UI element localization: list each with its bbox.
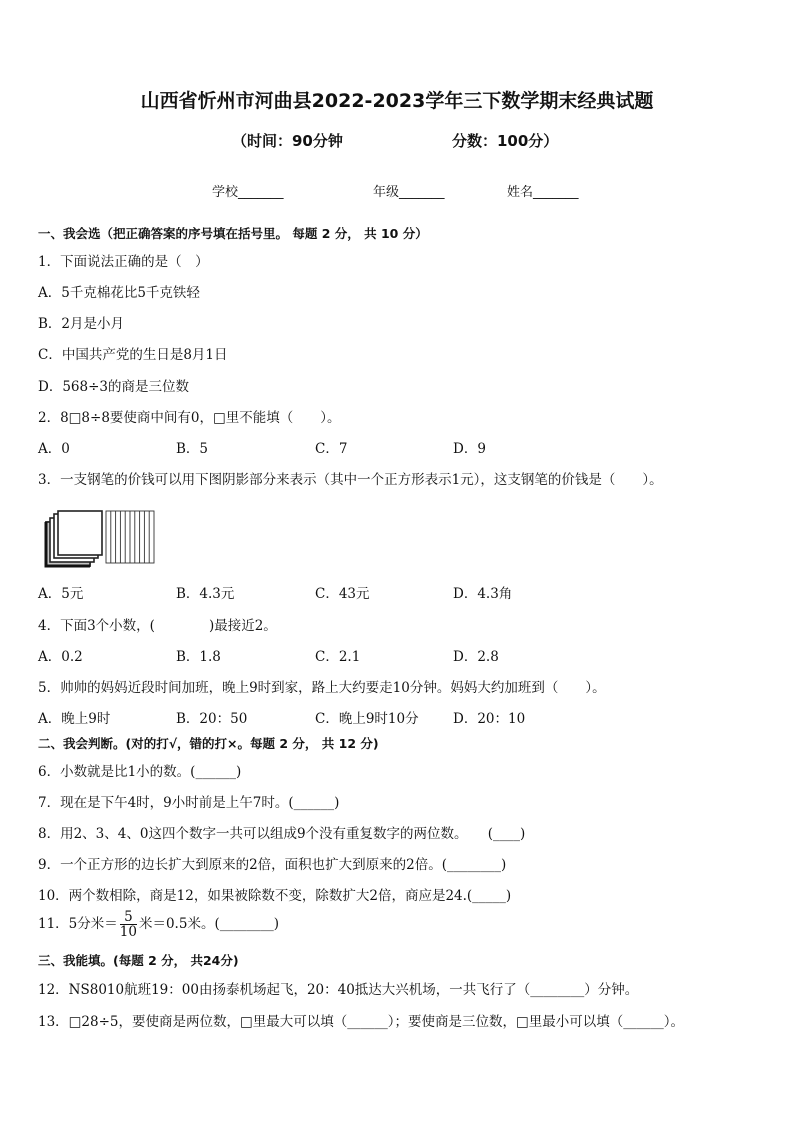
question-5: 5．帅帅的妈妈近段时间加班，晚上9时到家，路上大约要走10分钟。妈妈大约加班到（ ）。	[38, 680, 606, 696]
q5-option-a: A．晚上9时	[38, 711, 111, 727]
question-2: 2．8□8÷8要使商中间有0，□里不能填（ ）。	[38, 410, 341, 426]
q1-option-c: C．中国共产党的生日是8月1日	[38, 347, 228, 363]
grade-field[interactable]: 年级_______	[373, 185, 445, 200]
q4-option-a: A．0.2	[38, 649, 83, 665]
question-9: 9．一个正方形的边长扩大到原来的2倍，面积也扩大到原来的2倍。(________)	[38, 857, 507, 873]
school-field[interactable]: 学校_______	[212, 185, 284, 200]
question-7: 7．现在是下午4时，9小时前是上午7时。(______)	[38, 795, 340, 811]
exam-time: （时间：90分钟	[232, 132, 343, 150]
question-8: 8．用2、3、4、0这四个数字一共可以组成9个没有重复数字的两位数。 (____)	[38, 826, 526, 842]
money-squares-figure	[44, 508, 159, 568]
fraction	[120, 910, 137, 939]
q4-option-b: B．1.8	[176, 649, 221, 665]
q5-option-b: B．20：50	[176, 711, 248, 727]
q2-option-b: B．5	[176, 441, 209, 457]
exam-score: 分数：100分）	[452, 132, 559, 150]
q1-option-d: D．568÷3的商是三位数	[38, 379, 189, 395]
name-field[interactable]: 姓名_______	[507, 185, 579, 200]
section-heading-3: 三、我能填。(每题 2 分， 共24分)	[38, 953, 239, 968]
question-11	[38, 910, 279, 939]
question-10: 10．两个数相除，商是12，如果被除数不变，除数扩大2倍，商应是24.(_____)	[38, 888, 512, 904]
q3-option-b: B．4.3元	[176, 586, 235, 602]
fraction-denominator: 10	[119, 924, 137, 941]
strips-icon	[106, 511, 154, 563]
question-1: 1．下面说法正确的是（ ）	[38, 254, 209, 270]
section-heading-2: 二、我会判断。(对的打√，错的打×。每题 2 分， 共 12 分)	[38, 736, 379, 751]
q1-option-b: B．2月是小月	[38, 316, 125, 332]
question-13: 13．□28÷5，要使商是两位数，□里最大可以填（______）；要使商是三位数，□里最小可以填（______）。	[38, 1014, 685, 1030]
q3-option-a: A．5元	[38, 586, 84, 602]
q5-option-c: C．晚上9时10分	[315, 711, 419, 727]
q5-option-d: D．20：10	[453, 711, 526, 727]
q1-option-a: A．5千克棉花比5千克铁轻	[38, 285, 200, 301]
question-6: 6．小数就是比1小的数。(______)	[38, 764, 242, 780]
q11-prefix: 11．5分米＝	[38, 916, 118, 933]
section-heading-1: 一、我会选（把正确答案的序号填在括号里。 每题 2 分， 共 10 分）	[38, 226, 428, 241]
q4-option-c: C．2.1	[315, 649, 361, 665]
q3-option-d: D．4.3角	[453, 586, 513, 602]
page-title: 山西省忻州市河曲县2022-2023学年三下数学期末经典试题	[140, 90, 654, 112]
q4-option-d: D．2.8	[453, 649, 499, 665]
q11-suffix: 米＝0.5米。(________)	[138, 916, 279, 933]
fraction-numerator: 5	[120, 910, 137, 925]
question-4: 4．下面3个小数，( )最接近2。	[38, 618, 277, 634]
q2-option-d: D．9	[453, 441, 486, 457]
question-12: 12．NS8010航班19：00由扬泰机场起飞，20：40抵达大兴机场，一共飞行了（________）分钟。	[38, 982, 639, 998]
q2-option-c: C．7	[315, 441, 348, 457]
question-3: 3．一支钢笔的价钱可以用下图阴影部分来表示（其中一个正方形表示1元），这支钢笔的价钱是（ ）。	[38, 472, 663, 488]
q2-option-a: A．0	[38, 441, 70, 457]
stacked-squares-icon	[46, 511, 102, 566]
q3-option-c: C．43元	[315, 586, 370, 602]
